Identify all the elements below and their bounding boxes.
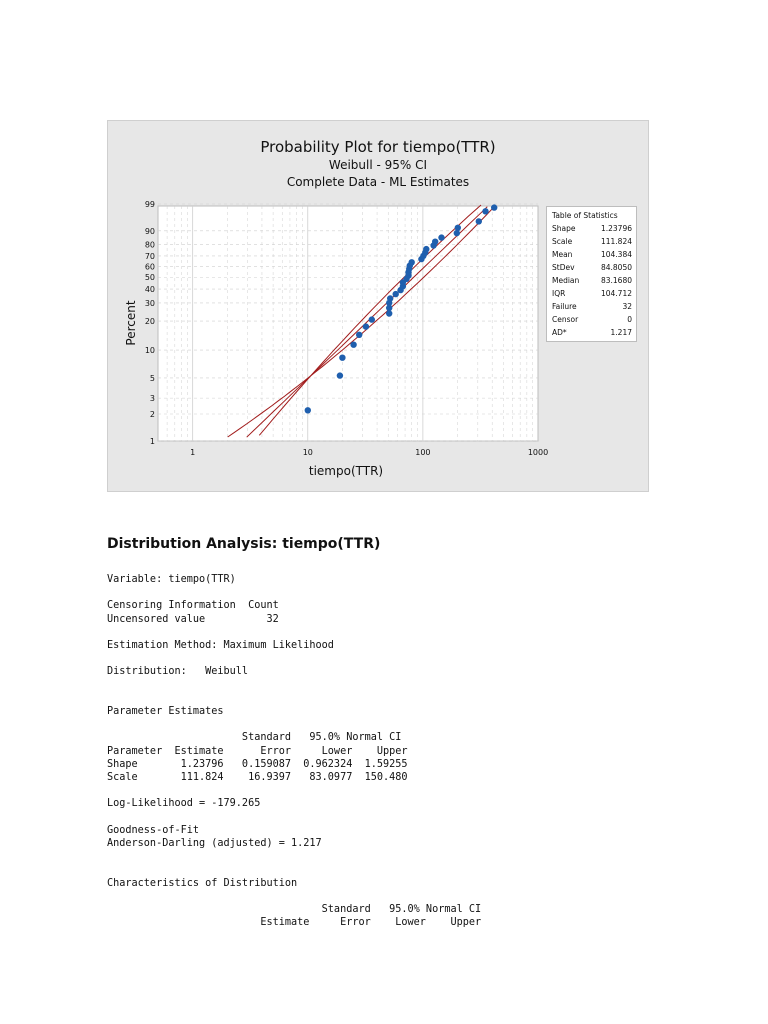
y-tick-label: 2	[149, 410, 155, 419]
stat-label: IQR	[552, 289, 566, 298]
stat-value: 1.217	[610, 328, 632, 337]
y-tick-label: 70	[144, 251, 155, 261]
x-tick-label: 10	[302, 448, 313, 457]
y-tick-label: 80	[144, 240, 155, 250]
y-tick-label: 5	[149, 374, 155, 383]
data-point	[305, 407, 311, 413]
data-point	[432, 239, 438, 245]
stat-row-shape	[552, 222, 632, 235]
stat-row-median	[552, 274, 632, 287]
stat-value: 104.384	[600, 250, 632, 259]
stat-row-scale	[552, 235, 632, 248]
data-point	[337, 372, 343, 378]
y-tick-label: 3	[149, 394, 155, 404]
y-tick-label: 40	[144, 285, 155, 295]
y-tick-label: 99	[144, 200, 155, 209]
stat-label: StDev	[552, 263, 575, 272]
y-tick-label: 60	[144, 262, 155, 272]
session-output-text: Variable: tiempo(TTR) Censoring Information Count Uncensored value 32 Estimation Method: Maximum Likelihood Distribution: Weibull Parameter Estimates Standard 95.0% Normal CI Parameter Estimate Error Lower Upper Shape 1.23796 0.159087 0.962324 1.59255 Scale 111.824 16.9397 83.0977 150.480 Log-Likelihood = -179.265 Goodness-of-Fit Anderson-Darling (adjusted) = 1.217 Characteristics of Distribution Standard 95.0% Normal CI Estimate Error Lower Upper	[107, 574, 482, 929]
y-tick-label: 50	[144, 273, 155, 283]
section-heading: Distribution Analysis: tiempo(TTR)	[107, 536, 381, 552]
stat-label: Scale	[552, 237, 573, 246]
stat-row-failure	[552, 300, 632, 313]
y-axis-label: Percent	[124, 300, 138, 346]
data-point	[363, 323, 369, 329]
y-tick-label: 90	[144, 226, 155, 236]
data-point	[476, 218, 482, 224]
data-point	[356, 332, 362, 338]
data-point	[454, 230, 460, 236]
data-point	[438, 234, 444, 240]
x-tick-label: 1	[190, 448, 196, 457]
stat-label: Failure	[552, 302, 577, 311]
stat-row-mean	[552, 248, 632, 261]
x-tick-label: 1000	[527, 448, 549, 457]
stat-row-stdev	[552, 261, 632, 274]
chart-subtitle-data: Complete Data - ML Estimates	[286, 175, 470, 189]
stat-value: 84.8050	[600, 263, 632, 272]
data-point	[455, 225, 461, 231]
statistics-table-title: Table of Statistics	[552, 211, 618, 220]
stat-row-ad	[552, 326, 632, 339]
stat-label: Shape	[552, 224, 576, 233]
x-tick-label: 100	[415, 448, 431, 457]
data-point	[409, 259, 415, 265]
statistics-table	[546, 206, 637, 342]
x-axis-label: tiempo(TTR)	[308, 464, 384, 478]
stat-value: 0	[627, 315, 632, 324]
data-point	[482, 208, 488, 214]
data-point	[339, 355, 345, 361]
stat-value: 32	[622, 302, 632, 311]
y-tick-label: 10	[144, 346, 155, 356]
chart-subtitle-distribution: Weibull - 95% CI	[328, 158, 428, 172]
stat-label: Censor	[552, 315, 579, 324]
y-tick-label: 1	[149, 437, 155, 446]
y-tick-label: 30	[144, 298, 155, 308]
stat-row-censor	[552, 313, 632, 326]
stat-value: 111.824	[600, 237, 632, 246]
data-point	[491, 204, 497, 210]
stat-value: 104.712	[600, 289, 632, 298]
stat-label: Mean	[552, 250, 573, 259]
stat-value: 1.23796	[600, 224, 632, 233]
data-point	[386, 310, 392, 316]
chart-title: Probability Plot for tiempo(TTR)	[260, 138, 496, 156]
stat-value: 83.1680	[600, 276, 632, 285]
plot-area	[158, 206, 538, 441]
stat-label: Median	[552, 276, 580, 285]
probability-plot	[107, 120, 649, 492]
stat-row-iqr	[552, 287, 632, 300]
data-point	[369, 316, 375, 322]
data-point	[387, 295, 393, 301]
data-point	[350, 342, 356, 348]
data-point	[423, 246, 429, 252]
stat-label: AD*	[552, 328, 567, 337]
y-tick-label: 20	[144, 317, 155, 327]
